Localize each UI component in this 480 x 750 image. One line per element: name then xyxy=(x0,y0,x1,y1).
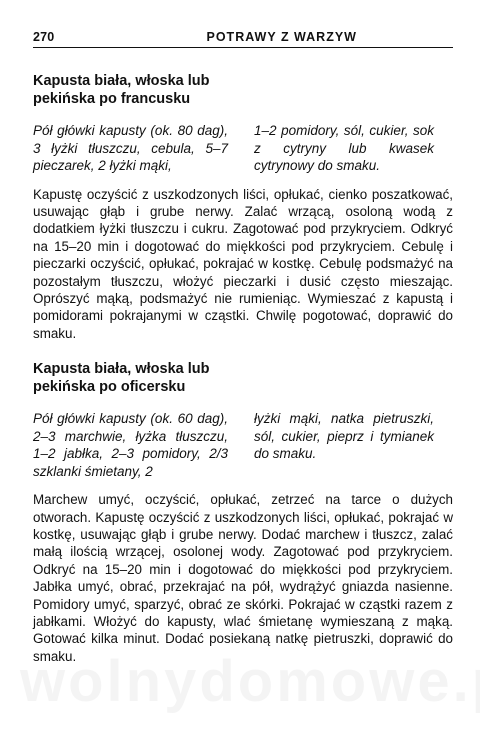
ingredients-column-right: 1–2 pomidory, sól, cukier, sok z cytryny lub kwasek cytrynowy do smaku. xyxy=(254,123,434,173)
recipe-2 xyxy=(33,360,453,665)
running-title: POTRAWY Z WARZYW xyxy=(206,30,357,44)
book-page xyxy=(33,30,453,665)
ingredients-list xyxy=(33,410,453,480)
ingredients-column-left: Pół główki kapusty (ok. 80 dag), 3 łyżki tłuszczu, cebula, 5–7 pieczarek, 2 łyżki mąki, xyxy=(33,123,228,173)
page-header xyxy=(33,30,453,48)
page-number: 270 xyxy=(33,30,55,44)
recipe-1 xyxy=(33,72,453,342)
ingredients-column-right: łyżki mąki, natka pietruszki, sól, cukier, pieprz i tymianek do smaku. xyxy=(254,411,434,462)
recipe-title: Kapusta biała, włoska lub pekińska po oficersku xyxy=(33,361,210,396)
ingredients-list xyxy=(33,122,453,175)
recipe-instructions: Kapustę oczyścić z uszkodzonych liści, opłukać, cienko poszatkować, usuwając głąb i grube nerwy. Zalać wrzącą, osoloną wodą z dodatkiem łyżki tłuszczu i cukru. Zagotować pod przykryciem. Odkryć na 15–20 min i dogotować do miękkości pod przykryciem. Cebulę i pieczarki oczyścić, opłukać, pokrajać w kostkę. Cebulę podsmażyć na pozostałym tłuszczu, włożyć pieczarki i dusić często mieszając. Oprószyć mąką, podsmażyć nie rumieniąc. Wymieszać z kapustą i pomidorami pokrajanymi w cząstki. Chwilę pogotować, doprawić do smaku. xyxy=(33,186,453,341)
ingredients-column-left: Pół główki kapusty (ok. 60 dag), 2–3 marchwie, łyżka tłuszczu, 1–2 jabłka, 2–3 pomidory, 2/3 szklanki śmietany, 2 xyxy=(33,411,228,479)
recipe-instructions: Marchew umyć, oczyścić, opłukać, zetrzeć na tarce o dużych otworach. Kapustę oczyścić z uszkodzonych liści, opłukać, pokrajać w kostkę, usuwając głąb i grube nerwy. Dodać marchew i tłuszcz, zalać małą ilością wrzącej, osolonej wody. Zagotować pod przykryciem. Odkryć na 15–20 min i dogotować do miękkości pod przykryciem. Jabłka umyć, obrać, przekrajać na pół, wydrążyć gniazda nasienne. Pomidory umyć, sparzyć, obrać ze skórki. Pokrajać w cząstki razem z jabłkami. Włożyć do kapusty, wlać śmietanę wymieszaną z mąką. Gotować kilka minut. Dodać posiekaną natkę pietruszki, doprawić do smaku. xyxy=(33,492,453,664)
recipe-title: Kapusta biała, włoska lub pekińska po francusku xyxy=(33,73,210,107)
